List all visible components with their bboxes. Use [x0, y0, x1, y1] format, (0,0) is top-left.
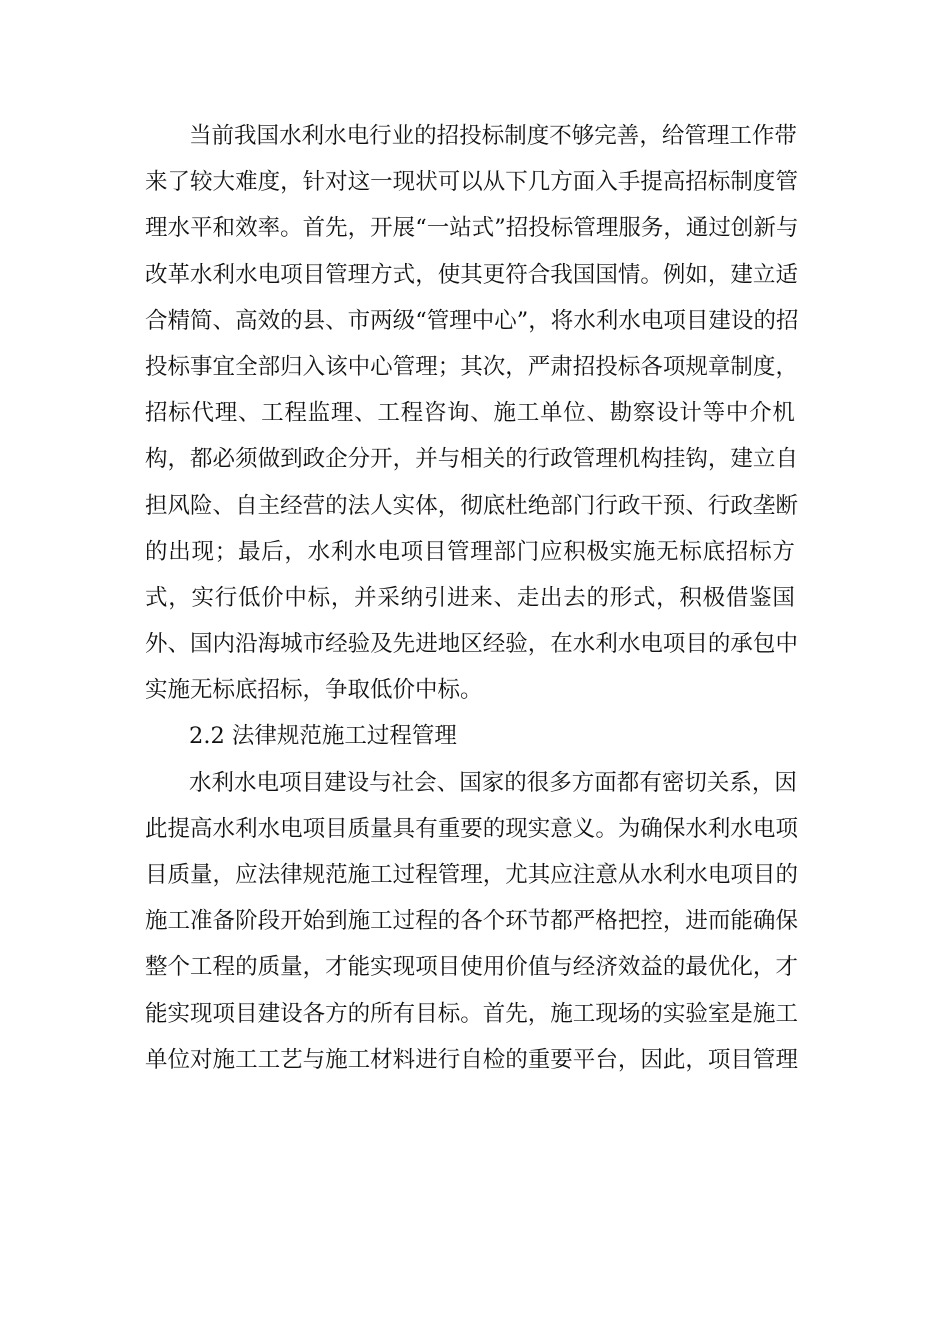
paragraph-line: 能 实 现 项 目 建 设 各 方 的 所 有 目 标 。 首 先 ， 施 工 现 场 的 实 验 室 是 施 工 — [145, 1000, 798, 1027]
paragraph-line: 整 个 工 程 的 质 量 ， 才 能 实 现 项 目 使 用 价 值 与 经 济 效 益 的 最 优 化 ， 才 — [145, 954, 798, 981]
paragraph-line: 投 标 事 宜 全 部 归 入 该 中 心 管 理 ； 其 次 ， 严 肃 招 投 标 各 项 规 章 制 度 ， — [145, 353, 798, 380]
paragraph-line: 合 精 简 、 高 效 的 县 、 市 两 级 “ 管 理 中 心 ” ， 将 水 利 水 电 项 目 建 设 的 招 — [145, 307, 799, 334]
paragraph-line: 单 位 对 施 工 工 艺 与 施 工 材 料 进 行 自 检 的 重 要 平 台 ， 因 此 ， 项 目 管 理 — [145, 1046, 798, 1073]
paragraph-line: 来 了 较 大 难 度 ， 针 对 这 一 现 状 可 以 从 下 几 方 面 入 手 提 高 招 标 制 度 管 — [145, 169, 798, 196]
paragraph-line: 施 工 准 备 阶 段 开 始 到 施 工 过 程 的 各 个 环 节 都 严 格 把 控 ， 进 而 能 确 保 — [145, 908, 798, 935]
paragraph-line: 实施无标底招标，争取低价中标。 — [145, 677, 483, 704]
paragraph-line: 外 、 国 内 沿 海 城 市 经 验 及 先 进 地 区 经 验 ， 在 水 利 水 电 项 目 的 承 包 中 — [145, 631, 798, 658]
paragraph-line: 目 质 量 ， 应 法 律 规 范 施 工 过 程 管 理 ， 尤 其 应 注 意 从 水 利 水 电 项 目 的 — [145, 862, 798, 888]
paragraph-1 — [145, 113, 799, 1083]
paragraph-line: 构 ， 都 必 须 做 到 政 企 分 开 ， 并 与 相 关 的 行 政 管 理 机 构 挂 钩 ， 建 立 自 — [145, 446, 798, 473]
section-heading: 2.2 法律规范施工过程管理 — [189, 723, 457, 750]
paragraph-line: 式 ， 实 行 低 价 中 标 ， 并 采 纳 引 进 来 、 走 出 去 的 形 式 ， 积 极 借 鉴 国 — [145, 584, 795, 611]
paragraph-line: 招 标 代 理 、 工 程 监 理 、 工 程 咨 询 、 施 工 单 位 、 勘 察 设 计 等 中 介 机 — [145, 400, 795, 427]
paragraph-line: 的 出 现 ； 最 后 ， 水 利 水 电 项 目 管 理 部 门 应 积 极 实 施 无 标 底 招 标 方 — [145, 538, 795, 565]
paragraph-line: 当 前 我 国 水 利 水 电 行 业 的 招 投 标 制 度 不 够 完 善 ， 给 管 理 工 作 带 — [189, 123, 797, 149]
paragraph-line: 理 水 平 和 效 率 。 首 先 ， 开 展 “ 一 站 式 ” 招 投 标 管 理 服 务 ， 通 过 创 新 与 — [145, 215, 799, 242]
paragraph-line: 改 革 水 利 水 电 项 目 管 理 方 式 ， 使 其 更 符 合 我 国 国 情 。 例 如 ， 建 立 适 — [145, 261, 798, 288]
paragraph-line: 水 利 水 电 项 目 建 设 与 社 会 、 国 家 的 很 多 方 面 都 有 密 切 关 系 ， 因 — [189, 769, 797, 796]
paragraph-line: 担 风 险 、 自 主 经 营 的 法 人 实 体 ， 彻 底 杜 绝 部 门 行 政 干 预 、 行 政 垄 断 — [145, 492, 798, 519]
paragraph-line: 此 提 高 水 利 水 电 项 目 质 量 具 有 重 要 的 现 实 意 义 。 为 确 保 水 利 水 电 项 — [145, 815, 798, 842]
